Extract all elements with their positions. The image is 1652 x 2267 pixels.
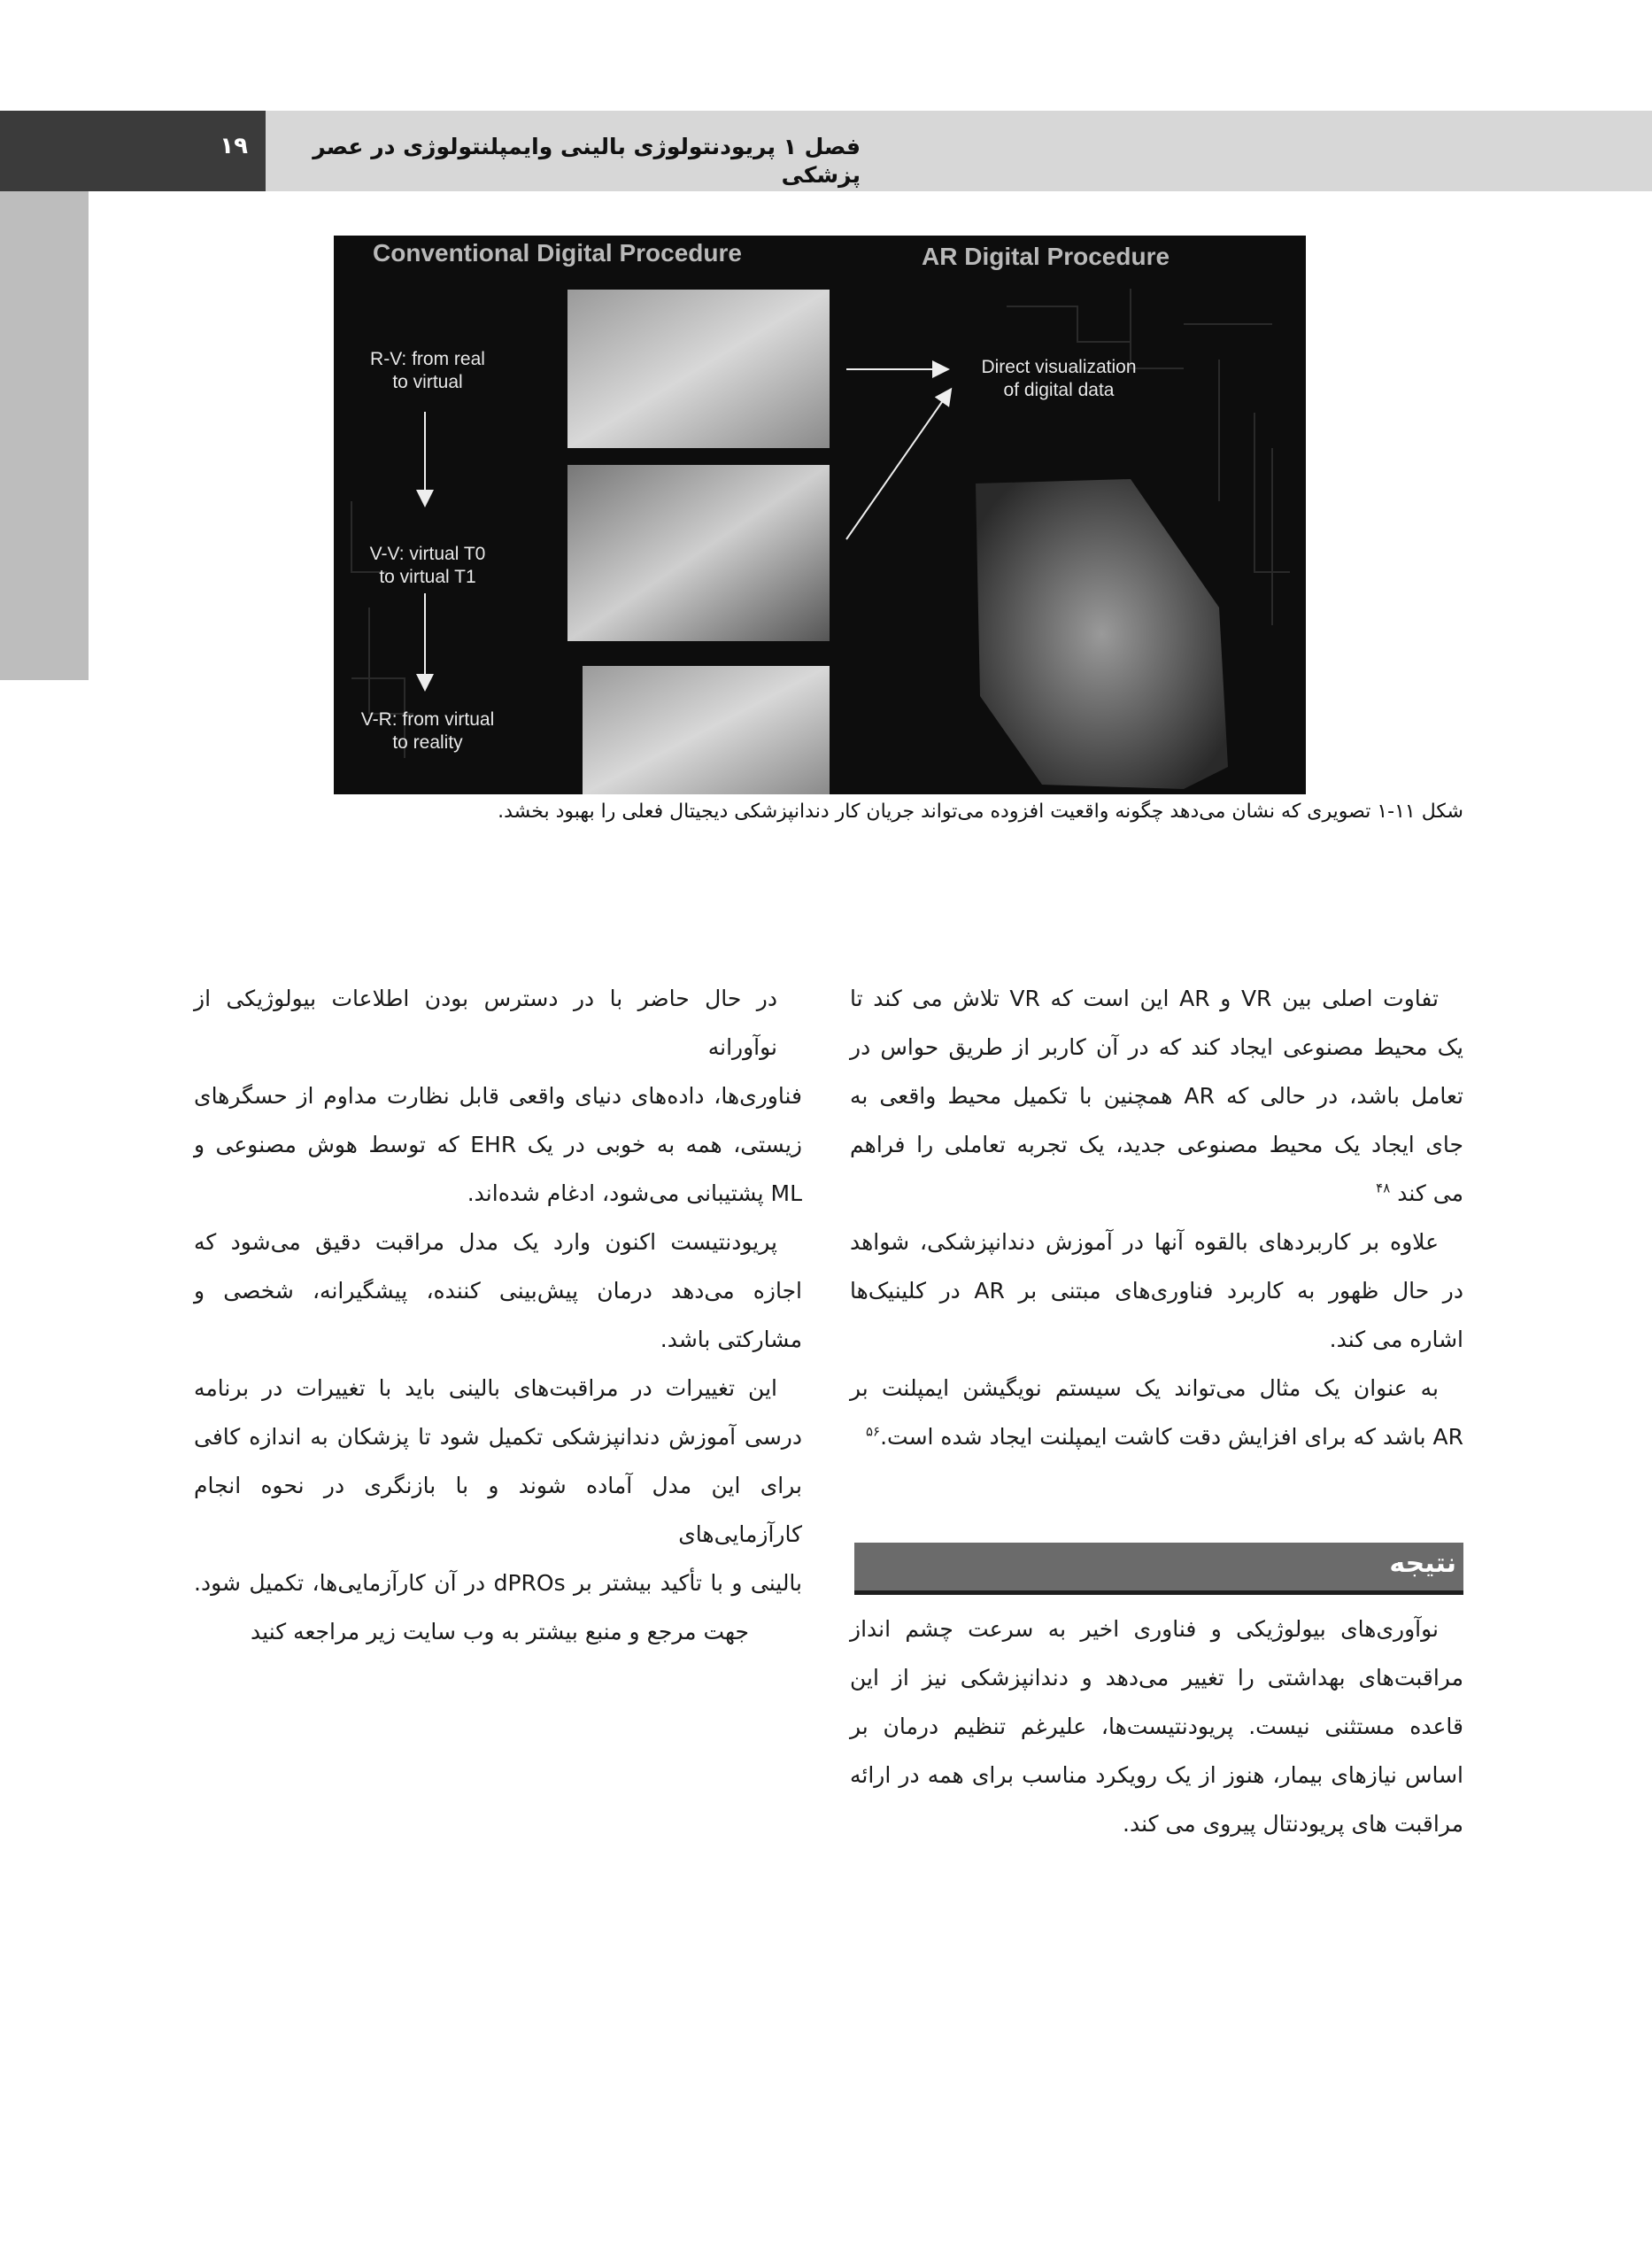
text-line: فناوری‌ها، داده‌های دنیای واقعی قابل نظارت مداوم از حسگرهای [194, 1083, 802, 1109]
text-line: اشاره می کند. [1329, 1327, 1463, 1352]
running-title: فصل ۱ پریودنتولوژی بالینی وایمپلنتولوژی در عصر پزشکی [313, 134, 861, 188]
step-vv-line2: to virtual T1 [379, 567, 476, 587]
text-line: تفاوت اصلی بین VR و AR این است که VR تلاش می کند تا [850, 986, 1439, 1011]
text-line: اجازه می‌دهد درمان پیش‌بینی کننده، پیشگیرانه، شخصی و [194, 1278, 802, 1304]
left-column [194, 974, 802, 1656]
right-column [850, 974, 1463, 1848]
step-rv-line1: R-V: from real [370, 349, 485, 369]
step-vv-line1: V-V: virtual T0 [369, 544, 486, 564]
right-title: AR Digital Procedure [922, 243, 1170, 270]
page-number: ۱۹ [220, 133, 248, 159]
text-line: در حال حاضر با در دسترس بودن اطلاعات بیولوژیکی از نوآورانه [194, 986, 777, 1060]
text-line: در حال ظهور به کاربرد فناوری‌های مبتنی بر AR در کلینیک‌ها [850, 1278, 1463, 1304]
text-line: تعامل باشد، در حالی که AR همچنین با تکمیل محیط واقعی به [850, 1083, 1463, 1109]
figure-caption: شکل ۱۱-۱ تصویری که نشان می‌دهد چگونه واقعیت افزوده می‌تواند جریان کار دندانپزشکی دیجیتال فعلی را بهبود بخشد. [498, 801, 1463, 823]
step-vr-line2: to reality [392, 732, 463, 753]
text-fragment: می کند [1397, 1180, 1463, 1206]
text-fragment: AR باشد که برای افزایش دقت کاشت ایمپلنت ایجاد شده است. [880, 1424, 1463, 1450]
left-title: Conventional Digital Procedure [373, 239, 742, 267]
reference-number: ۴۸ [1376, 1180, 1391, 1196]
step-vr-line1: V-R: from virtual [360, 709, 495, 730]
text-line: زیستی، همه به خوبی در یک EHR که توسط هوش مصنوعی و [194, 1132, 802, 1157]
skull-cbct-image [976, 479, 1228, 789]
text-line: اساس نیازهای بیمار، هنوز از یک رویکرد مناسب برای همه در ارائه [850, 1762, 1463, 1788]
diagonal-arrow-icon [846, 391, 950, 539]
text-line: مراقبت‌های بهداشتی را تغییر می‌دهد و دندانپزشکی نیز از این [850, 1665, 1463, 1691]
printed-model-image [583, 666, 830, 794]
figure-graphic [334, 236, 1306, 794]
reference-number: ۵۶ [865, 1423, 881, 1440]
side-tab-strip [0, 191, 89, 680]
text-line: مشارکتی باشد. [660, 1327, 802, 1352]
text-line: درسی آموزش دندانپزشکی تکمیل شود تا پزشکان به اندازه کافی [194, 1424, 802, 1450]
text-line: بالینی و با تأکید بیشتر بر dPROs در آن کارآزمایی‌ها، تکمیل شود. [194, 1570, 803, 1596]
text-line: نوآوری‌های بیولوژیکی و فناوری اخیر به سرعت چشم انداز [850, 1616, 1439, 1642]
text-line: علاوه بر کاربردهای بالقوه آنها در آموزش دندانپزشکی، شواهد [850, 1229, 1439, 1255]
conclusion-text [850, 1605, 1463, 1848]
conclusion-heading-bar [854, 1543, 1463, 1595]
text-line: به عنوان یک مثال می‌تواند یک سیستم نویگیشن ایمپلنت بر [850, 1375, 1439, 1401]
text-line [850, 1412, 1463, 1461]
text-line: مراقبت های پریودنتال پیروی می کند. [1123, 1811, 1463, 1837]
text-line: جای ایجاد یک محیط مصنوعی جدید، یک تجربه تعاملی را فراهم [850, 1132, 1463, 1157]
conclusion-heading: نتیجه [1389, 1548, 1456, 1579]
step-rv-line2: to virtual [392, 372, 463, 392]
text-line: قاعده مستثنی نیست. پریودنتیست‌ها، علیرغم تنظیم درمان بر [850, 1714, 1463, 1739]
virtual-crowns-image [567, 465, 830, 641]
reference-note: جهت مرجع و منبع بیشتر به وب سایت زیر مراجعه کنید [251, 1619, 749, 1644]
text-line: یک محیط مصنوعی ایجاد کند که در آن کاربر از طریق حواس در [850, 1034, 1463, 1060]
text-line [850, 1169, 1463, 1218]
text-line: پریودنتیست اکنون وارد یک مدل مراقبت دقیق می‌شود که [194, 1229, 777, 1255]
text-line: ML پشتیبانی می‌شود، ادغام شده‌اند. [467, 1180, 802, 1206]
figure-ar-workflow [334, 236, 1306, 794]
ar-label-line2: of digital data [1003, 380, 1115, 400]
text-line: این تغییرات در مراقبت‌های بالینی باید با تغییرات در برنامه [194, 1375, 777, 1401]
text-line: برای این مدل آماده شوند و با بازنگری در نحوه انجام کارآزمایی‌های [194, 1473, 802, 1547]
ar-label-line1: Direct visualization [981, 357, 1137, 377]
intraoral-scanner-image [567, 290, 830, 448]
